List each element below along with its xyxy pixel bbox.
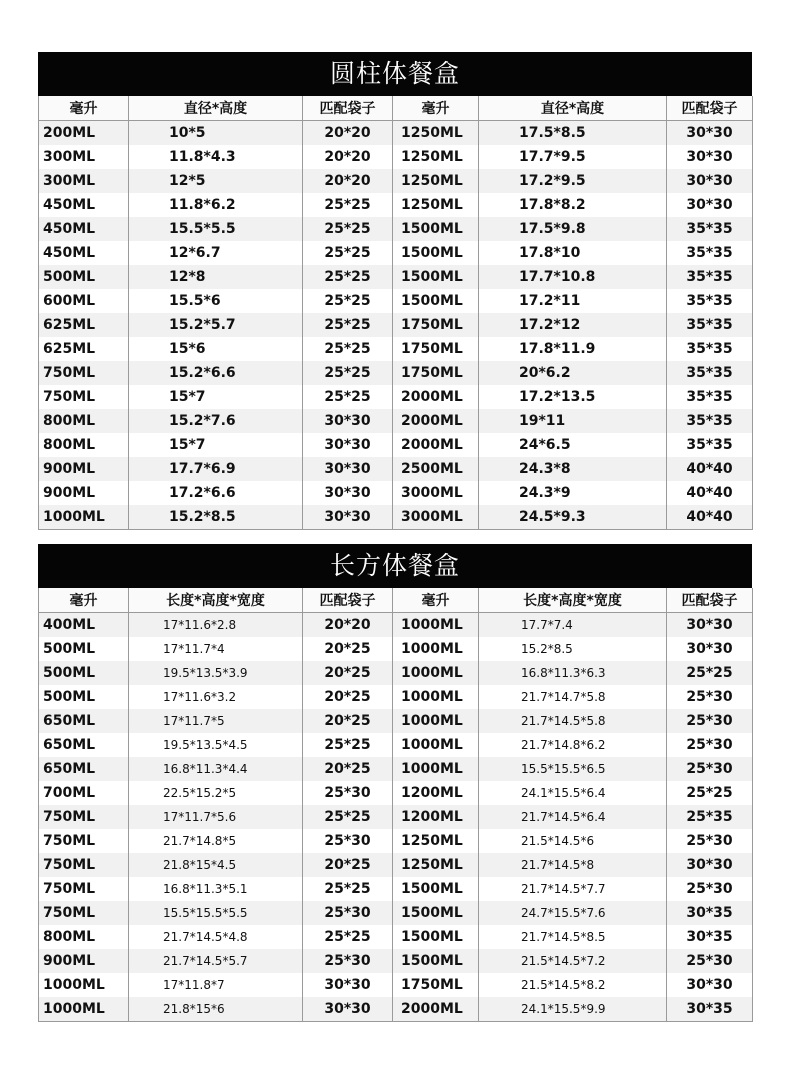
- size-cell: 21.5*14.5*6: [479, 829, 667, 853]
- table-row: [39, 481, 753, 505]
- column-header: 长度*高度*宽度: [129, 588, 303, 613]
- bag-size-cell: 30*30: [303, 409, 393, 433]
- bag-size-cell: 25*30: [303, 781, 393, 805]
- bag-size-cell: 30*30: [303, 973, 393, 997]
- size-cell: 17*11.8*7: [129, 973, 303, 997]
- size-cell: 17.8*10: [479, 241, 667, 265]
- size-cell: 17.5*8.5: [479, 121, 667, 146]
- size-cell: 15*7: [129, 385, 303, 409]
- bag-size-cell: 35*35: [667, 241, 753, 265]
- table-row: [39, 361, 753, 385]
- volume-cell: 1500ML: [393, 241, 479, 265]
- bag-size-cell: 25*25: [667, 781, 753, 805]
- volume-cell: 1000ML: [393, 757, 479, 781]
- size-cell: 17*11.6*2.8: [129, 613, 303, 638]
- bag-size-cell: 30*30: [303, 997, 393, 1022]
- table-row: [39, 457, 753, 481]
- size-cell: 12*6.7: [129, 241, 303, 265]
- volume-cell: 1000ML: [393, 613, 479, 638]
- volume-cell: 900ML: [39, 949, 129, 973]
- bag-size-cell: 25*25: [303, 193, 393, 217]
- volume-cell: 750ML: [39, 361, 129, 385]
- bag-size-cell: 30*30: [303, 481, 393, 505]
- rectangle-section: [38, 544, 752, 1022]
- bag-size-cell: 35*35: [667, 265, 753, 289]
- bag-size-cell: 30*30: [667, 613, 753, 638]
- volume-cell: 1000ML: [39, 997, 129, 1022]
- volume-cell: 1750ML: [393, 313, 479, 337]
- volume-cell: 1250ML: [393, 169, 479, 193]
- size-cell: 21.7*14.5*7.7: [479, 877, 667, 901]
- size-cell: 24.3*9: [479, 481, 667, 505]
- table-row: [39, 241, 753, 265]
- bag-size-cell: 25*25: [303, 337, 393, 361]
- bag-size-cell: 25*30: [667, 685, 753, 709]
- volume-cell: 3000ML: [393, 481, 479, 505]
- size-cell: 24.7*15.5*7.6: [479, 901, 667, 925]
- volume-cell: 200ML: [39, 121, 129, 146]
- rectangle-title: 长方体餐盒: [38, 544, 752, 588]
- size-cell: 21.7*14.5*4.8: [129, 925, 303, 949]
- table-row: [39, 613, 753, 638]
- volume-cell: 1750ML: [393, 973, 479, 997]
- volume-cell: 750ML: [39, 805, 129, 829]
- size-cell: 24.1*15.5*6.4: [479, 781, 667, 805]
- bag-size-cell: 20*25: [303, 709, 393, 733]
- table-row: [39, 121, 753, 146]
- volume-cell: 2000ML: [393, 385, 479, 409]
- size-cell: 17.7*6.9: [129, 457, 303, 481]
- volume-cell: 625ML: [39, 337, 129, 361]
- volume-cell: 1500ML: [393, 901, 479, 925]
- bag-size-cell: 25*25: [303, 217, 393, 241]
- bag-size-cell: 30*30: [667, 121, 753, 146]
- column-header: 匹配袋子: [667, 96, 753, 121]
- size-cell: 15*6: [129, 337, 303, 361]
- size-cell: 21.7*14.5*8: [479, 853, 667, 877]
- table-row: [39, 949, 753, 973]
- volume-cell: 2000ML: [393, 409, 479, 433]
- volume-cell: 1000ML: [393, 733, 479, 757]
- size-cell: 16.8*11.3*6.3: [479, 661, 667, 685]
- volume-cell: 1000ML: [393, 709, 479, 733]
- table-header-row: [39, 96, 753, 121]
- volume-cell: 750ML: [39, 829, 129, 853]
- bag-size-cell: 30*35: [667, 925, 753, 949]
- volume-cell: 1500ML: [393, 877, 479, 901]
- volume-cell: 750ML: [39, 901, 129, 925]
- bag-size-cell: 30*30: [303, 505, 393, 530]
- bag-size-cell: 35*35: [667, 385, 753, 409]
- size-cell: 16.8*11.3*5.1: [129, 877, 303, 901]
- size-cell: 21.7*14.8*5: [129, 829, 303, 853]
- size-cell: 15.5*5.5: [129, 217, 303, 241]
- volume-cell: 500ML: [39, 265, 129, 289]
- bag-size-cell: 35*35: [667, 409, 753, 433]
- size-cell: 17*11.7*5: [129, 709, 303, 733]
- bag-size-cell: 30*30: [667, 193, 753, 217]
- size-cell: 17.8*11.9: [479, 337, 667, 361]
- column-header: 毫升: [39, 588, 129, 613]
- size-cell: 11.8*6.2: [129, 193, 303, 217]
- volume-cell: 450ML: [39, 217, 129, 241]
- table-row: [39, 409, 753, 433]
- bag-size-cell: 40*40: [667, 457, 753, 481]
- volume-cell: 800ML: [39, 409, 129, 433]
- volume-cell: 1000ML: [39, 505, 129, 530]
- column-header: 匹配袋子: [303, 96, 393, 121]
- volume-cell: 1250ML: [393, 829, 479, 853]
- bag-size-cell: 30*30: [667, 169, 753, 193]
- volume-cell: 1500ML: [393, 925, 479, 949]
- bag-size-cell: 35*35: [667, 433, 753, 457]
- volume-cell: 450ML: [39, 241, 129, 265]
- rectangle-table: [38, 588, 753, 1022]
- table-row: [39, 661, 753, 685]
- bag-size-cell: 35*35: [667, 313, 753, 337]
- table-row: [39, 145, 753, 169]
- table-row: [39, 853, 753, 877]
- volume-cell: 1000ML: [393, 637, 479, 661]
- size-cell: 17*11.7*5.6: [129, 805, 303, 829]
- bag-size-cell: 30*30: [303, 457, 393, 481]
- size-cell: 15.5*6: [129, 289, 303, 313]
- table-row: [39, 733, 753, 757]
- column-header: 匹配袋子: [667, 588, 753, 613]
- volume-cell: 700ML: [39, 781, 129, 805]
- bag-size-cell: 25*30: [667, 877, 753, 901]
- bag-size-cell: 25*25: [303, 385, 393, 409]
- size-cell: 15.5*15.5*6.5: [479, 757, 667, 781]
- table-row: [39, 829, 753, 853]
- bag-size-cell: 25*30: [667, 949, 753, 973]
- volume-cell: 750ML: [39, 385, 129, 409]
- column-header: 毫升: [393, 96, 479, 121]
- size-cell: 21.7*14.7*5.8: [479, 685, 667, 709]
- bag-size-cell: 35*35: [667, 217, 753, 241]
- size-cell: 17.7*9.5: [479, 145, 667, 169]
- size-cell: 20*6.2: [479, 361, 667, 385]
- size-cell: 19*11: [479, 409, 667, 433]
- table-row: [39, 505, 753, 530]
- volume-cell: 800ML: [39, 925, 129, 949]
- volume-cell: 1250ML: [393, 121, 479, 146]
- size-cell: 21.7*14.5*5.8: [479, 709, 667, 733]
- bag-size-cell: 25*25: [667, 661, 753, 685]
- column-header: 直径*高度: [479, 96, 667, 121]
- table-row: [39, 217, 753, 241]
- table-row: [39, 709, 753, 733]
- volume-cell: 1250ML: [393, 853, 479, 877]
- volume-cell: 400ML: [39, 613, 129, 638]
- size-cell: 17.7*7.4: [479, 613, 667, 638]
- size-cell: 21.7*14.5*6.4: [479, 805, 667, 829]
- column-header: 匹配袋子: [303, 588, 393, 613]
- bag-size-cell: 30*35: [667, 901, 753, 925]
- bag-size-cell: 25*25: [303, 313, 393, 337]
- column-header: 毫升: [393, 588, 479, 613]
- volume-cell: 500ML: [39, 661, 129, 685]
- size-cell: 21.8*15*6: [129, 997, 303, 1022]
- size-cell: 21.8*15*4.5: [129, 853, 303, 877]
- bag-size-cell: 25*30: [667, 709, 753, 733]
- bag-size-cell: 25*30: [303, 829, 393, 853]
- bag-size-cell: 25*30: [667, 733, 753, 757]
- table-row: [39, 877, 753, 901]
- volume-cell: 1000ML: [393, 685, 479, 709]
- table-row: [39, 313, 753, 337]
- table-row: [39, 973, 753, 997]
- size-cell: 15.2*8.5: [129, 505, 303, 530]
- volume-cell: 650ML: [39, 757, 129, 781]
- size-cell: 24.3*8: [479, 457, 667, 481]
- table-row: [39, 169, 753, 193]
- bag-size-cell: 20*25: [303, 661, 393, 685]
- size-cell: 10*5: [129, 121, 303, 146]
- volume-cell: 625ML: [39, 313, 129, 337]
- size-cell: 17.7*10.8: [479, 265, 667, 289]
- volume-cell: 2500ML: [393, 457, 479, 481]
- bag-size-cell: 20*20: [303, 145, 393, 169]
- bag-size-cell: 25*25: [303, 733, 393, 757]
- volume-cell: 750ML: [39, 853, 129, 877]
- bag-size-cell: 35*35: [667, 361, 753, 385]
- bag-size-cell: 25*25: [303, 361, 393, 385]
- size-cell: 21.5*14.5*7.2: [479, 949, 667, 973]
- volume-cell: 900ML: [39, 457, 129, 481]
- size-cell: 22.5*15.2*5: [129, 781, 303, 805]
- volume-cell: 500ML: [39, 685, 129, 709]
- table-row: [39, 289, 753, 313]
- column-header: 长度*高度*宽度: [479, 588, 667, 613]
- table-row: [39, 433, 753, 457]
- size-cell: 17.8*8.2: [479, 193, 667, 217]
- bag-size-cell: 25*35: [667, 805, 753, 829]
- table-row: [39, 265, 753, 289]
- table-row: [39, 337, 753, 361]
- bag-size-cell: 30*30: [303, 433, 393, 457]
- table-header-row: [39, 588, 753, 613]
- table-row: [39, 805, 753, 829]
- size-cell: 21.7*14.5*8.5: [479, 925, 667, 949]
- bag-size-cell: 20*20: [303, 169, 393, 193]
- volume-cell: 300ML: [39, 145, 129, 169]
- table-row: [39, 193, 753, 217]
- bag-size-cell: 25*30: [303, 901, 393, 925]
- bag-size-cell: 25*25: [303, 925, 393, 949]
- volume-cell: 2000ML: [393, 997, 479, 1022]
- volume-cell: 600ML: [39, 289, 129, 313]
- volume-cell: 1000ML: [39, 973, 129, 997]
- size-cell: 15.2*8.5: [479, 637, 667, 661]
- size-cell: 17.2*11: [479, 289, 667, 313]
- size-cell: 17*11.7*4: [129, 637, 303, 661]
- size-cell: 21.7*14.8*6.2: [479, 733, 667, 757]
- volume-cell: 1000ML: [393, 661, 479, 685]
- bag-size-cell: 20*20: [303, 613, 393, 638]
- bag-size-cell: 25*25: [303, 265, 393, 289]
- size-cell: 24.1*15.5*9.9: [479, 997, 667, 1022]
- size-cell: 15.2*7.6: [129, 409, 303, 433]
- table-row: [39, 901, 753, 925]
- size-cell: 15.5*15.5*5.5: [129, 901, 303, 925]
- bag-size-cell: 25*25: [303, 241, 393, 265]
- volume-cell: 1500ML: [393, 265, 479, 289]
- bag-size-cell: 30*30: [667, 973, 753, 997]
- volume-cell: 300ML: [39, 169, 129, 193]
- volume-cell: 900ML: [39, 481, 129, 505]
- size-cell: 21.5*14.5*8.2: [479, 973, 667, 997]
- bag-size-cell: 25*25: [303, 877, 393, 901]
- size-cell: 19.5*13.5*4.5: [129, 733, 303, 757]
- table-row: [39, 757, 753, 781]
- size-cell: 24.5*9.3: [479, 505, 667, 530]
- bag-size-cell: 35*35: [667, 337, 753, 361]
- table-row: [39, 685, 753, 709]
- volume-cell: 650ML: [39, 733, 129, 757]
- bag-size-cell: 30*35: [667, 997, 753, 1022]
- size-cell: 15*7: [129, 433, 303, 457]
- volume-cell: 1500ML: [393, 289, 479, 313]
- volume-cell: 750ML: [39, 877, 129, 901]
- bag-size-cell: 35*35: [667, 289, 753, 313]
- size-cell: 19.5*13.5*3.9: [129, 661, 303, 685]
- size-cell: 17.2*9.5: [479, 169, 667, 193]
- size-cell: 17.2*13.5: [479, 385, 667, 409]
- size-cell: 17.2*6.6: [129, 481, 303, 505]
- size-cell: 16.8*11.3*4.4: [129, 757, 303, 781]
- bag-size-cell: 20*25: [303, 853, 393, 877]
- volume-cell: 1750ML: [393, 361, 479, 385]
- bag-size-cell: 25*30: [667, 829, 753, 853]
- volume-cell: 1750ML: [393, 337, 479, 361]
- bag-size-cell: 30*30: [667, 145, 753, 169]
- volume-cell: 450ML: [39, 193, 129, 217]
- table-row: [39, 997, 753, 1022]
- size-cell: 21.7*14.5*5.7: [129, 949, 303, 973]
- column-header: 毫升: [39, 96, 129, 121]
- size-cell: 15.2*5.7: [129, 313, 303, 337]
- bag-size-cell: 40*40: [667, 481, 753, 505]
- bag-size-cell: 30*30: [667, 853, 753, 877]
- size-cell: 12*8: [129, 265, 303, 289]
- bag-size-cell: 25*25: [303, 289, 393, 313]
- volume-cell: 1500ML: [393, 217, 479, 241]
- size-cell: 12*5: [129, 169, 303, 193]
- bag-size-cell: 40*40: [667, 505, 753, 530]
- table-row: [39, 781, 753, 805]
- cylinder-table: [38, 96, 753, 530]
- bag-size-cell: 20*25: [303, 637, 393, 661]
- table-row: [39, 637, 753, 661]
- bag-size-cell: 20*25: [303, 685, 393, 709]
- size-cell: 15.2*6.6: [129, 361, 303, 385]
- size-cell: 17*11.6*3.2: [129, 685, 303, 709]
- volume-cell: 500ML: [39, 637, 129, 661]
- table-row: [39, 385, 753, 409]
- bag-size-cell: 20*25: [303, 757, 393, 781]
- cylinder-title: 圆柱体餐盒: [38, 52, 752, 96]
- volume-cell: 3000ML: [393, 505, 479, 530]
- size-cell: 17.2*12: [479, 313, 667, 337]
- bag-size-cell: 25*30: [667, 757, 753, 781]
- size-cell: 17.5*9.8: [479, 217, 667, 241]
- bag-size-cell: 25*25: [303, 805, 393, 829]
- volume-cell: 650ML: [39, 709, 129, 733]
- volume-cell: 1200ML: [393, 781, 479, 805]
- bag-size-cell: 30*30: [667, 637, 753, 661]
- size-cell: 24*6.5: [479, 433, 667, 457]
- size-cell: 11.8*4.3: [129, 145, 303, 169]
- cylinder-section: [38, 52, 752, 530]
- volume-cell: 2000ML: [393, 433, 479, 457]
- volume-cell: 1250ML: [393, 145, 479, 169]
- column-header: 直径*高度: [129, 96, 303, 121]
- table-row: [39, 925, 753, 949]
- volume-cell: 1200ML: [393, 805, 479, 829]
- volume-cell: 800ML: [39, 433, 129, 457]
- bag-size-cell: 20*20: [303, 121, 393, 146]
- bag-size-cell: 25*30: [303, 949, 393, 973]
- volume-cell: 1500ML: [393, 949, 479, 973]
- volume-cell: 1250ML: [393, 193, 479, 217]
